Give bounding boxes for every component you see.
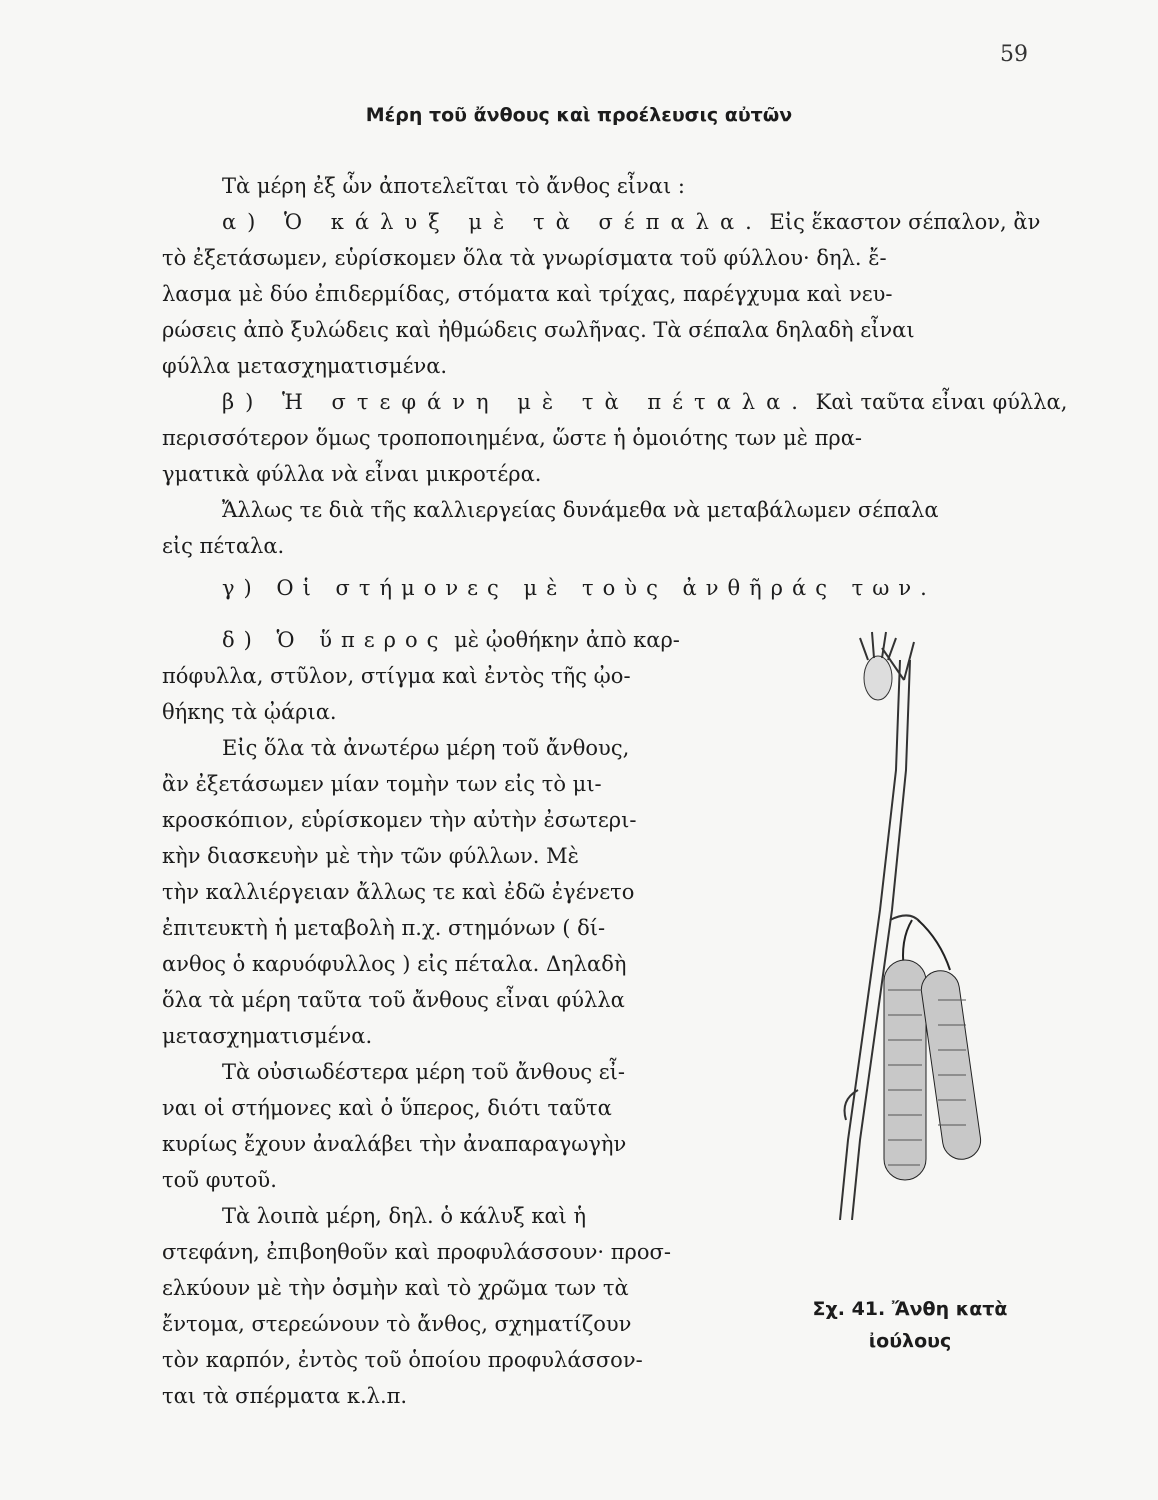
text-line: ναι οἱ στήμονες καὶ ὁ ὕπερος, διότι ταῦτα — [162, 1096, 612, 1120]
text-line: ἔντομα, στερεώνουν τὸ ἄνθος, σχηματίζουν — [162, 1312, 632, 1336]
figure-caption-continued: ἰούλους — [868, 1330, 952, 1352]
text-line: Ἄλλως τε διὰ τῆς καλλιεργείας δυνάμεθα νὰ μεταβάλωμεν σέπαλα — [222, 498, 939, 522]
catkin-illustration — [800, 620, 1060, 1220]
text-line: εἰς πέταλα. — [162, 534, 285, 558]
text-line: λασμα μὲ δύο ἐπιδερμίδας, στόματα καὶ τρίχας, παρέγχυμα καὶ νευ- — [162, 282, 893, 306]
text-line: Τὰ μέρη ἐξ ὧν ἀποτελεῖται τὸ ἄνθος εἶναι : — [222, 174, 685, 198]
text-line: ἂν ἐξετάσωμεν μίαν τομὴν των εἰς τὸ μι- — [162, 772, 602, 796]
text-line: Τὰ λοιπὰ μέρη, δηλ. ὁ κάλυξ καὶ ἡ — [222, 1204, 587, 1228]
text-line: κροσκόπιον, εὑρίσκομεν τὴν αὐτὴν ἐσωτερι- — [162, 808, 637, 832]
female-flower — [860, 632, 896, 700]
text-line: περισσότερον ὅμως τροποποιημένα, ὥστε ἡ ὁμοιότης των μὲ πρα- — [162, 426, 863, 450]
text-line: στεφάνη, ἐπιβοηθοῦν καὶ προφυλάσσουν· προσ- — [162, 1240, 671, 1264]
text-line: κὴν διασκευὴν μὲ τὴν τῶν φύλλων. Μὲ — [162, 844, 579, 868]
figure-caption: Σχ. 41. Ἄνθη κατὰ — [812, 1298, 1008, 1320]
text-line: τὸ ἐξετάσωμεν, εὑρίσκομεν ὅλα τὰ γνωρίσματα τοῦ φύλλου· δηλ. ἔ- — [162, 246, 887, 270]
text-line: τοῦ φυτοῦ. — [162, 1168, 277, 1192]
text-line: ἐπιτευκτὴ ἡ μεταβολὴ π.χ. στημόνων ( δί- — [162, 916, 606, 940]
text-line: ὅλα τὰ μέρη ταῦτα τοῦ ἄνθους εἶναι φύλλα — [162, 988, 625, 1012]
text-line: θήκης τὰ ᾠάρια. — [162, 700, 337, 724]
text-line: πόφυλλα, στῦλον, στίγμα καὶ ἐντὸς τῆς ᾠο- — [162, 664, 631, 688]
text-line: φύλλα μετασχηματισμένα. — [162, 354, 448, 378]
spaced-term: δ) Ὁ ὕπερος — [222, 628, 448, 652]
catkin — [884, 920, 983, 1180]
text-line: Τὰ οὐσιωδέστερα μέρη τοῦ ἄνθους εἶ- — [222, 1060, 625, 1084]
text-line: ται τὰ σπέρματα κ.λ.π. — [162, 1384, 408, 1408]
text-run: μὲ ᾠοθήκην ἀπὸ καρ- — [447, 628, 680, 652]
spaced-term: α) Ὁ κάλυξ μὲ τὰ σέπαλα. — [222, 210, 763, 234]
text-run: Καὶ ταῦτα εἶναι φύλλα, — [808, 390, 1068, 414]
text-line: κυρίως ἔχουν ἀναλάβει τὴν ἀναπαραγωγὴν — [162, 1132, 627, 1156]
text-line: τὸν καρπόν, ἐντὸς τοῦ ὁποίου προφυλάσσον- — [162, 1348, 643, 1372]
text-line: τὴν καλλιέργειαν ἄλλως τε καὶ ἐδῶ ἐγένετο — [162, 880, 635, 904]
section-heading: Μέρη τοῦ ἄνθους καὶ προέλευσις αὐτῶν — [365, 104, 793, 126]
text-line: ρώσεις ἀπὸ ξυλώδεις καὶ ἠθμώδεις σωλῆνας. Τὰ σέπαλα δηλαδὴ εἶναι — [162, 318, 915, 342]
page-number: 59 — [1000, 42, 1028, 67]
text-line — [222, 388, 1067, 416]
text-line — [222, 626, 680, 654]
spaced-term: β) Ἡ στεφάνη μὲ τὰ πέταλα. — [222, 390, 809, 414]
text-run: Εἰς ἕκαστον σέπαλον, ἂν — [762, 210, 1041, 234]
text-line: γ) Οἱ στήμονες μὲ τοὺς ἀνθῆράς των. — [222, 576, 936, 600]
text-line: μετασχηματισμένα. — [162, 1024, 373, 1048]
text-line — [222, 208, 1040, 236]
text-line: Εἰς ὅλα τὰ ἀνωτέρω μέρη τοῦ ἄνθους, — [222, 736, 630, 760]
text-line: ανθος ὁ καρυόφυλλος ) εἰς πέταλα. Δηλαδὴ — [162, 952, 627, 976]
text-line: ελκύουν μὲ τὴν ὀσμὴν καὶ τὸ χρῶμα των τὰ — [162, 1276, 629, 1300]
text-line: γματικὰ φύλλα νὰ εἶναι μικροτέρα. — [162, 462, 542, 486]
